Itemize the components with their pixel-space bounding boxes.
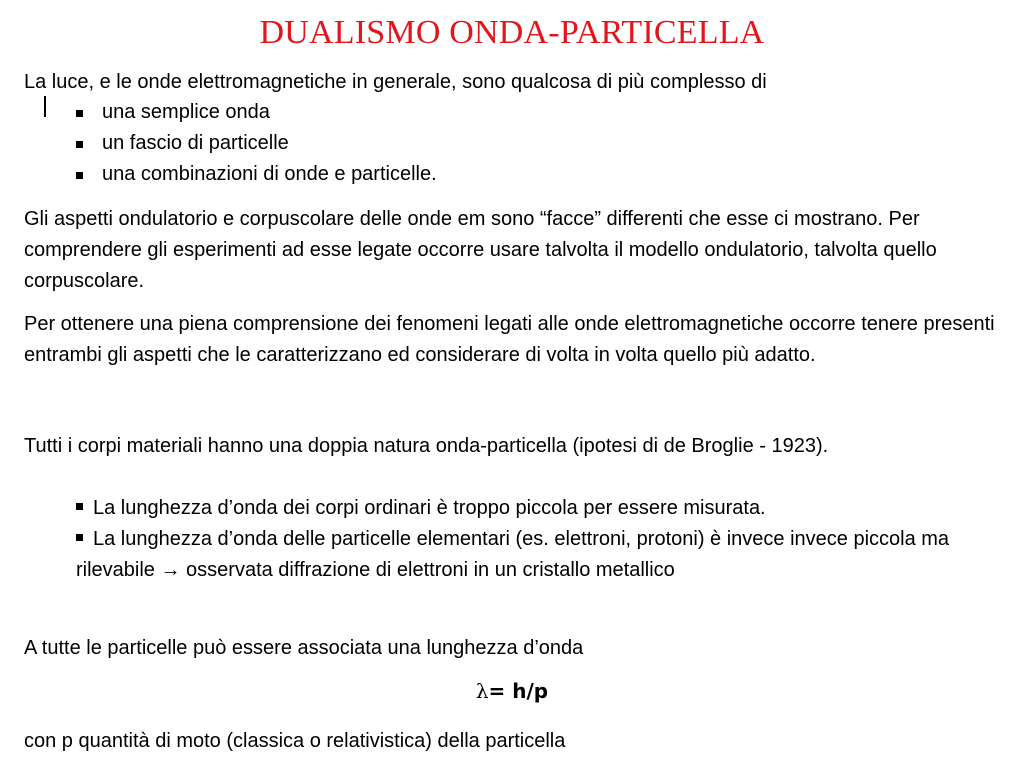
- list-item: un fascio di particelle: [76, 128, 1006, 159]
- aspects-paragraph: Gli aspetti ondulatorio e corpuscolare delle onde em sono “facce” differenti che esse ci mostrano. Per comprendere gli esperimenti ad esse legate occorre usare talvolta il modello ondulatorio, talvolta quello corpuscolare.: [24, 208, 937, 292]
- list-item: una semplice onda: [76, 97, 1006, 128]
- intro-bullet-list: [76, 97, 1006, 190]
- square-bullet-icon: [76, 503, 83, 510]
- square-bullet-icon: [76, 534, 83, 541]
- intro-paragraph: La luce, e le onde elettromagnetiche in generale, sono qualcosa di più complesso di: [24, 71, 767, 93]
- square-bullet-icon: [76, 141, 83, 148]
- momentum-paragraph: con p quantità di moto (classica o relativistica) della particella: [24, 730, 566, 752]
- lambda-symbol: λ: [475, 679, 489, 703]
- comprehension-paragraph: Per ottenere una piena comprensione dei fenomeni legati alle onde elettromagnetiche occorre tenere presenti entrambi gli aspetti che le caratterizzano ed considerare di volta in volta quello più adatto.: [24, 313, 995, 366]
- square-bullet-icon: [76, 110, 83, 117]
- square-bullet-icon: [76, 172, 83, 179]
- debroglie-bullet-list: [76, 493, 1006, 586]
- slide-title: DUALISMO ONDA-PARTICELLA: [259, 14, 765, 51]
- wavelength-paragraph: A tutte le particelle può essere associata una lunghezza d’onda: [24, 637, 584, 659]
- list-item: La lunghezza d’onda delle particelle elementari (es. elettroni, protoni) è invece invece piccola ma rilevabile → osservata diffrazione di elettroni in un cristallo metallico: [76, 528, 950, 581]
- list-item: La lunghezza d’onda dei corpi ordinari è troppo piccola per essere misurata.: [76, 493, 1006, 524]
- formula-expression: = h/p: [488, 679, 549, 703]
- debroglie-paragraph: Tutti i corpi materiali hanno una doppia natura onda-particella (ipotesi di de Broglie - 1923).: [24, 435, 829, 457]
- list-item: una combinazioni di onde e particelle.: [76, 159, 1006, 190]
- text-cursor: [44, 96, 46, 117]
- debroglie-formula: [0, 679, 1024, 703]
